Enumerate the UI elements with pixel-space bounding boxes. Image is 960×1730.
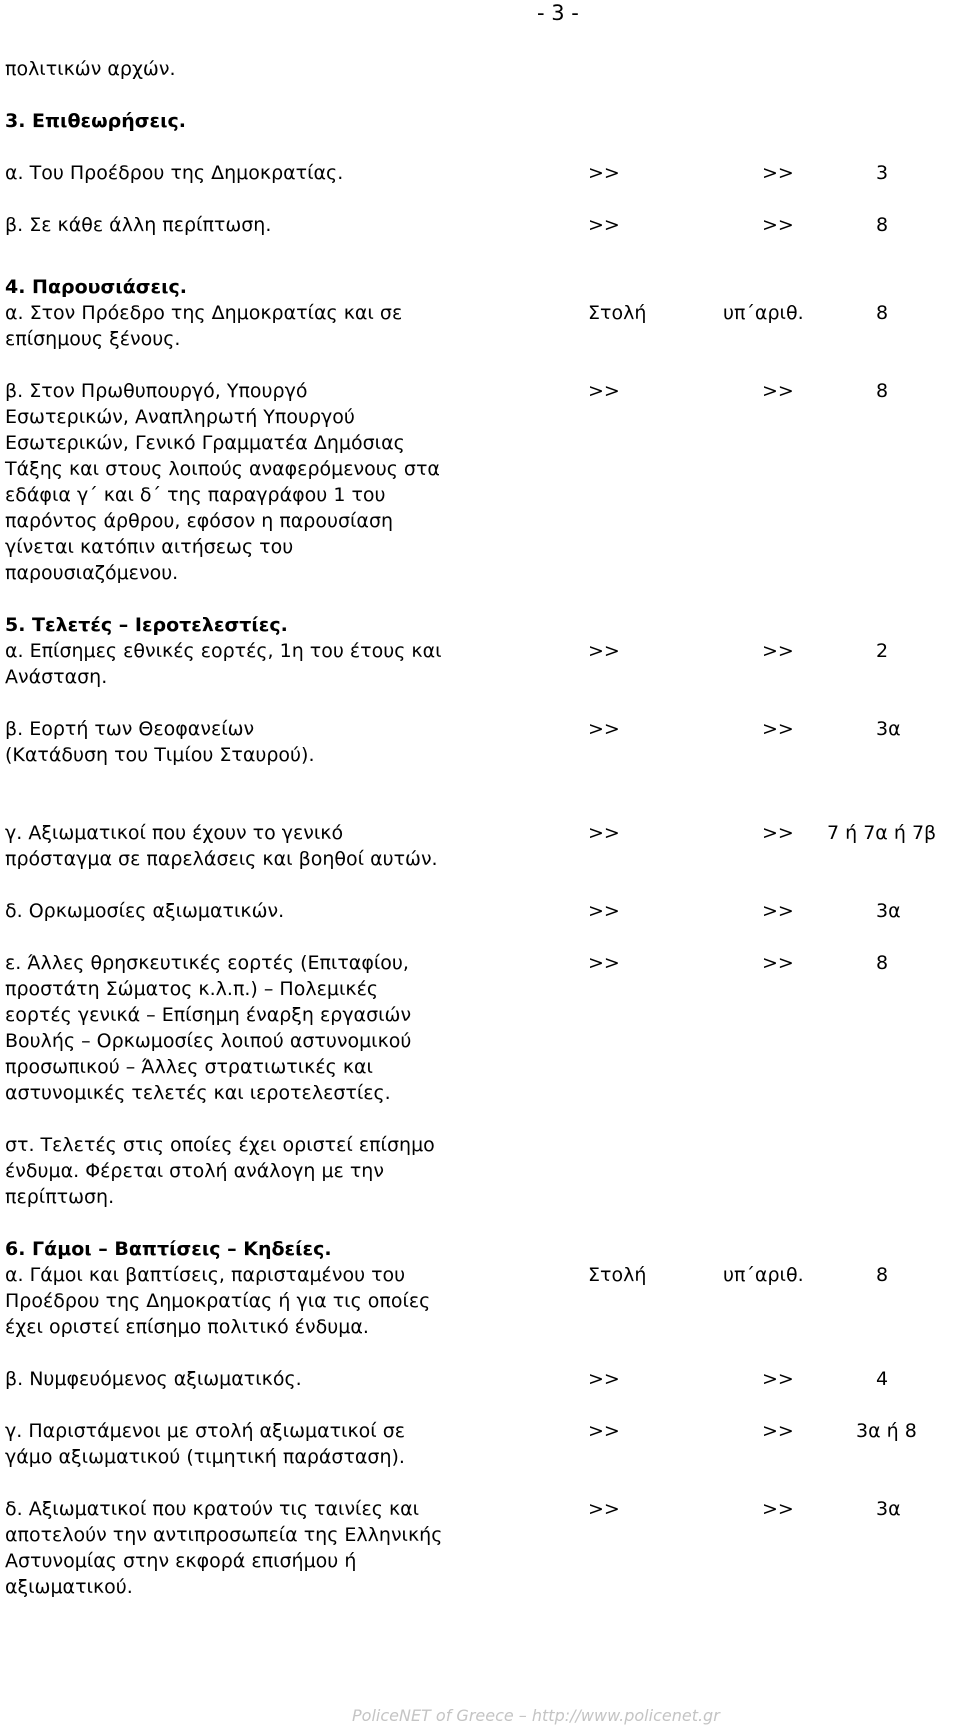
column-ditto: >> [588, 822, 620, 844]
uniform-number: 3α ή 8 [856, 1420, 917, 1442]
uniform-number: 7 ή 7α ή 7β [827, 822, 937, 844]
column-ditto: >> [762, 822, 794, 844]
text-line: προστάτη Σώματος κ.λ.π.) – Πολεμικές [5, 978, 378, 1000]
page-number: - 3 - [537, 1, 579, 25]
section-heading: 6. Γάμοι – Βαπτίσεις – Κηδείες. [5, 1238, 332, 1260]
column-uniform: Στολή [588, 1264, 647, 1286]
column-ditto: >> [588, 952, 620, 974]
column-ditto: >> [762, 640, 794, 662]
text-line: εορτές γενικά – Επίσημη έναρξη εργασιών [5, 1004, 412, 1026]
text-line: α. Στον Πρόεδρο της Δημοκρατίας και σε [5, 302, 403, 324]
uniform-number: 3α [876, 900, 901, 922]
text-line: πολιτικών αρχών. [5, 58, 176, 80]
column-ditto: >> [588, 1498, 620, 1520]
uniform-number: 2 [876, 640, 889, 662]
text-line: β. Εορτή των Θεοφανείων [5, 718, 255, 740]
column-ditto: >> [762, 162, 794, 184]
uniform-number: 8 [876, 1264, 889, 1286]
text-line: α. Γάμοι και βαπτίσεις, παρισταμένου του [5, 1264, 406, 1286]
column-ditto: >> [588, 640, 620, 662]
text-line: δ. Αξιωματικοί που κρατούν τις ταινίες και [5, 1498, 420, 1520]
column-ditto: >> [762, 1368, 794, 1390]
uniform-number: 8 [876, 952, 889, 974]
column-ditto: >> [588, 214, 620, 236]
text-line: περίπτωση. [5, 1186, 115, 1208]
text-line: Εσωτερικών, Γενικό Γραμματέα Δημόσιας [5, 432, 405, 454]
text-line: α. Επίσημες εθνικές εορτές, 1η του έτους και [5, 640, 442, 662]
column-number-label: υπ΄αριθ. [723, 1264, 804, 1286]
column-ditto: >> [762, 380, 794, 402]
column-ditto: >> [762, 900, 794, 922]
section-heading: 5. Τελετές – Ιεροτελεστίες. [5, 614, 288, 636]
section-heading: 4. Παρουσιάσεις. [5, 276, 188, 298]
column-number-label: υπ΄αριθ. [723, 302, 804, 324]
text-line: β. Νυμφευόμενος αξιωματικός. [5, 1368, 302, 1390]
text-line: β. Σε κάθε άλλη περίπτωση. [5, 214, 272, 236]
text-line: γάμο αξιωματικού (τιμητική παράσταση). [5, 1446, 405, 1468]
section-heading: 3. Επιθεωρήσεις. [5, 110, 186, 132]
column-ditto: >> [762, 1498, 794, 1520]
uniform-number: 8 [876, 380, 889, 402]
text-line: αξιωματικού. [5, 1576, 133, 1598]
text-line: Προέδρου της Δημοκρατίας ή για τις οποίες [5, 1290, 431, 1312]
text-line: Αστυνομίας στην εκφορά επισήμου ή [5, 1550, 357, 1572]
uniform-number: 8 [876, 214, 889, 236]
column-uniform: Στολή [588, 302, 647, 324]
text-line: ε. Άλλες θρησκευτικές εορτές (Επιταφίου, [5, 952, 409, 974]
uniform-number: 3α [876, 718, 901, 740]
text-line: παρόντος άρθρου, εφόσον η παρουσίαση [5, 510, 394, 532]
text-line: γ. Αξιωματικοί που έχουν το γενικό [5, 822, 344, 844]
uniform-number: 3α [876, 1498, 901, 1520]
text-line: Βουλής – Ορκωμοσίες λοιπού αστυνομικού [5, 1030, 412, 1052]
text-line: δ. Ορκωμοσίες αξιωματικών. [5, 900, 285, 922]
text-line: παρουσιαζόμενου. [5, 562, 179, 584]
text-line: (Κατάδυση του Τιμίου Σταυρού). [5, 744, 315, 766]
text-line: ένδυμα. Φέρεται στολή ανάλογη με την [5, 1160, 384, 1182]
text-line: έχει οριστεί επίσημο πολιτικό ένδυμα. [5, 1316, 369, 1338]
column-ditto: >> [588, 162, 620, 184]
text-line: α. Του Προέδρου της Δημοκρατίας. [5, 162, 344, 184]
column-ditto: >> [588, 1420, 620, 1442]
column-ditto: >> [762, 718, 794, 740]
column-ditto: >> [588, 380, 620, 402]
footer-watermark: PoliceNET of Greece – http://www.policenet.gr [352, 1706, 720, 1725]
column-ditto: >> [588, 1368, 620, 1390]
column-ditto: >> [762, 1420, 794, 1442]
text-line: προσωπικού – Άλλες στρατιωτικές και [5, 1056, 373, 1078]
text-line: επίσημους ξένους. [5, 328, 181, 350]
column-ditto: >> [588, 900, 620, 922]
text-line: Τάξης και στους λοιπούς αναφερόμενους στα [5, 458, 440, 480]
column-ditto: >> [762, 952, 794, 974]
uniform-number: 8 [876, 302, 889, 324]
text-line: πρόσταγμα σε παρελάσεις και βοηθοί αυτών. [5, 848, 438, 870]
uniform-number: 3 [876, 162, 889, 184]
column-ditto: >> [762, 214, 794, 236]
text-line: Ανάσταση. [5, 666, 108, 688]
column-ditto: >> [588, 718, 620, 740]
text-line: αστυνομικές τελετές και ιεροτελεστίες. [5, 1082, 391, 1104]
text-line: β. Στον Πρωθυπουργό, Υπουργό [5, 380, 308, 402]
uniform-number: 4 [876, 1368, 889, 1390]
text-line: εδάφια γ΄ και δ΄ της παραγράφου 1 του [5, 484, 386, 506]
text-line: γίνεται κατόπιν αιτήσεως του [5, 536, 294, 558]
text-line: γ. Παριστάμενοι με στολή αξιωματικοί σε [5, 1420, 406, 1442]
text-line: αποτελούν την αντιπροσωπεία της Ελληνικής [5, 1524, 443, 1546]
text-line: στ. Τελετές στις οποίες έχει οριστεί επίσημο [5, 1134, 435, 1156]
text-line: Εσωτερικών, Αναπληρωτή Υπουργού [5, 406, 355, 428]
